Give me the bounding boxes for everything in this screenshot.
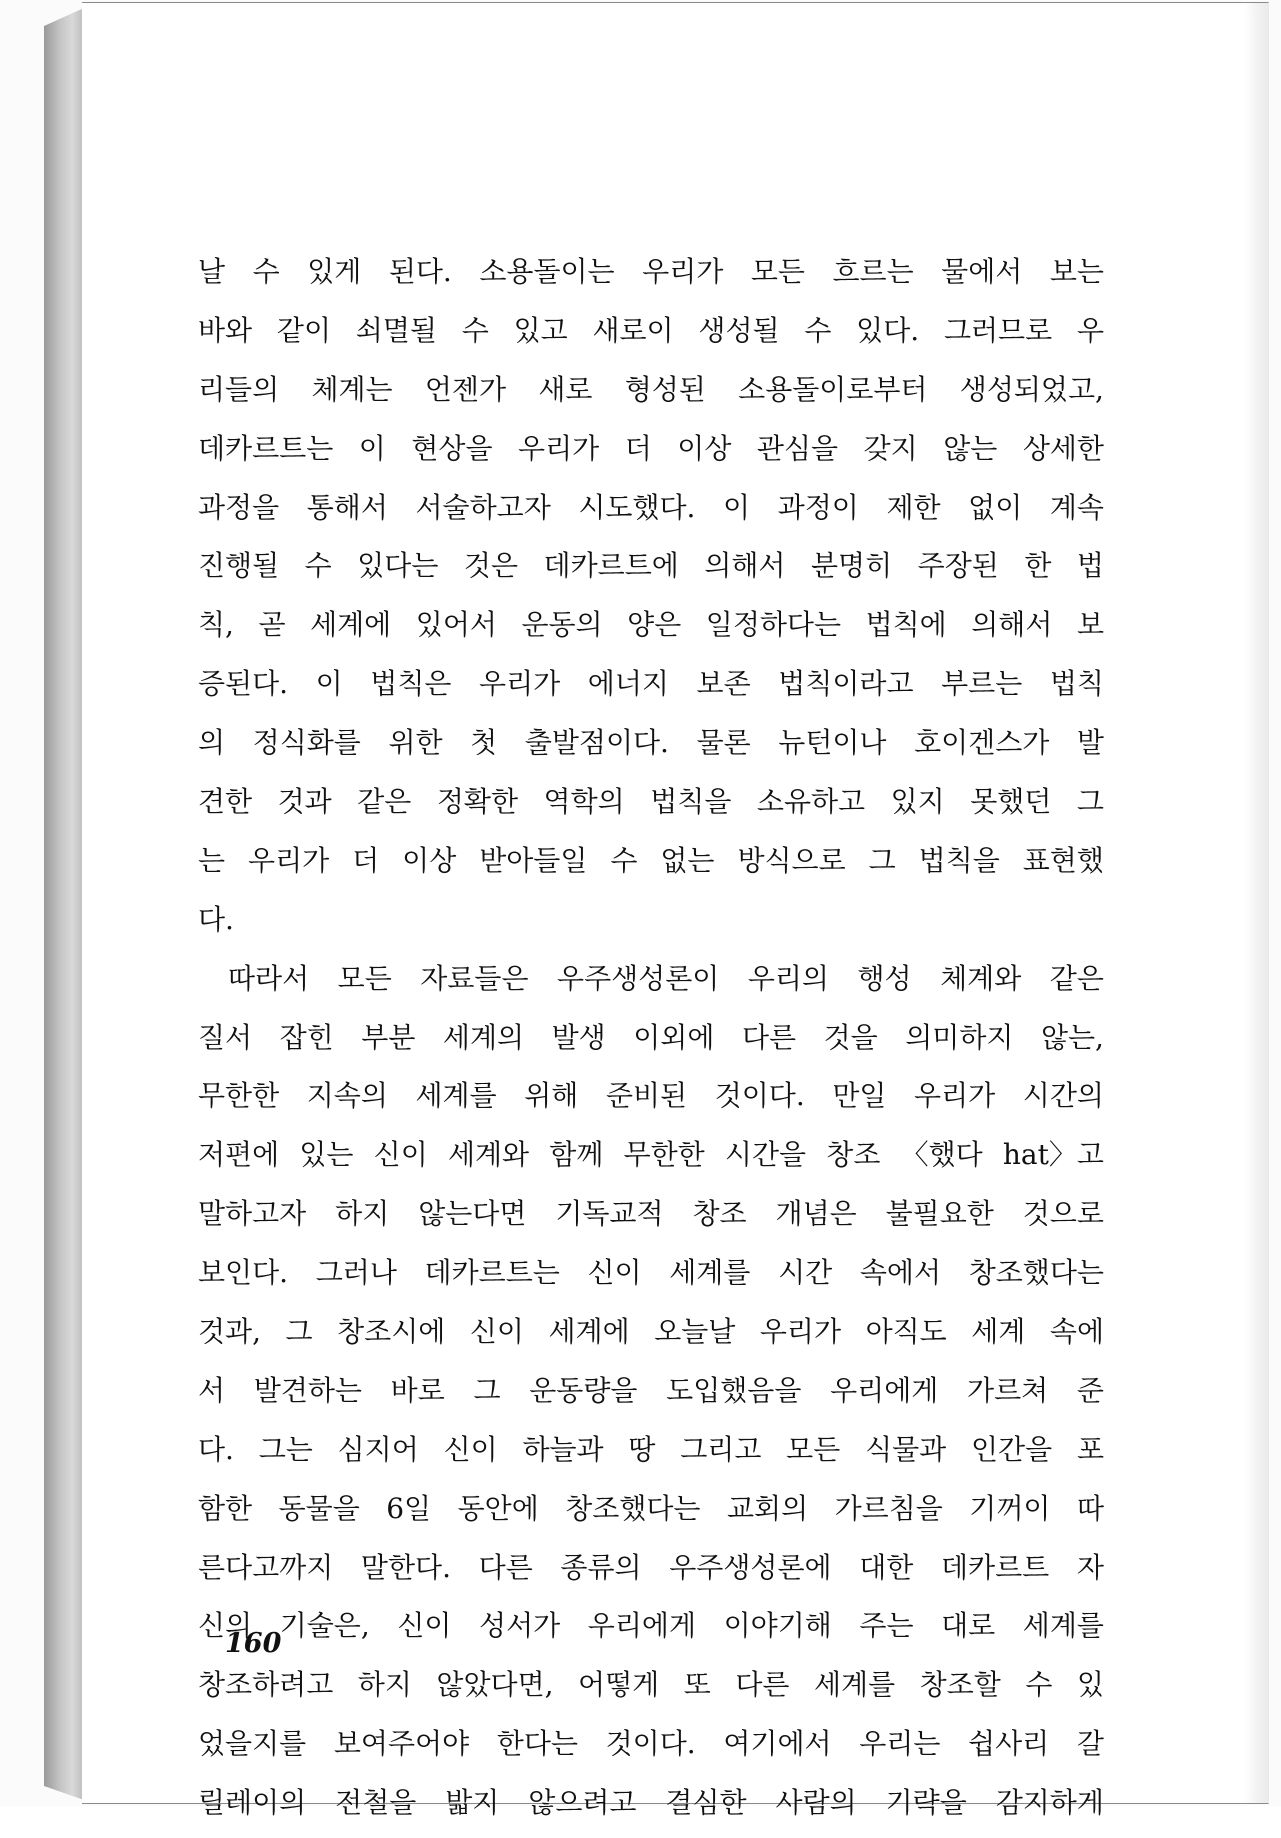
text-line: 의 정식화를 위한 첫 출발점이다. 물론 뉴턴이나 호이겐스가 발 [198, 726, 1104, 760]
body-text [198, 248, 1104, 1838]
text-line: 었을지를 보여주어야 한다는 것이다. 여기에서 우리는 쉽사리 갈 [198, 1727, 1104, 1761]
text-line: 리들의 체계는 언젠가 새로 형성된 소용돌이로부터 생성되었고, [198, 372, 1104, 406]
text-line: 신의 기술은, 신이 성서가 우리에게 이야기해 주는 대로 세계를 [198, 1609, 1104, 1643]
text-line: 서 발견하는 바로 그 운동량을 도입했음을 우리에게 가르쳐 준 [198, 1373, 1104, 1407]
text-line: 다. [198, 902, 234, 936]
text-line: 칙, 곧 세계에 있어서 운동의 양은 일정하다는 법칙에 의해서 보 [198, 608, 1104, 642]
text-line: 른다고까지 말한다. 다른 종류의 우주생성론에 대한 데카르트 자 [198, 1550, 1104, 1584]
text-line: 것과, 그 창조시에 신이 세계에 오늘날 우리가 아직도 세계 속에 [198, 1315, 1104, 1349]
text-line: 릴레이의 전철을 밟지 않으려고 결심한 사람의 기략을 감지하게 [198, 1786, 1104, 1820]
text-line: 과정을 통해서 서술하고자 시도했다. 이 과정이 제한 없이 계속 [198, 490, 1104, 524]
text-line: 무한한 지속의 세계를 위해 준비된 것이다. 만일 우리가 시간의 [198, 1079, 1104, 1113]
text-line: 저편에 있는 신이 세계와 함께 무한한 시간을 창조 〈했다 hat〉고 [198, 1138, 1104, 1172]
text-line: 날 수 있게 된다. 소용돌이는 우리가 모든 흐르는 물에서 보는 [198, 255, 1104, 288]
text-line: 견한 것과 같은 정확한 역학의 법칙을 소유하고 있지 못했던 그 [198, 785, 1104, 819]
text-line: 따라서 모든 자료들은 우주생성론이 우리의 행성 체계와 같은 [228, 961, 1104, 995]
text-line: 함한 동물을 6일 동안에 창조했다는 교회의 가르침을 기꺼이 따 [198, 1491, 1104, 1525]
text-line: 다. 그는 심지어 신이 하늘과 땅 그리고 모든 식물과 인간을 포 [198, 1432, 1104, 1466]
text-line: 질서 잡힌 부분 세계의 발생 이외에 다른 것을 의미하지 않는, [198, 1020, 1104, 1054]
book-spine [44, 8, 84, 1800]
text-line: 는 우리가 더 이상 받아들일 수 없는 방식으로 그 법칙을 표현했 [198, 843, 1104, 877]
text-line: 바와 같이 쇠멸될 수 있고 새로이 생성될 수 있다. 그러므로 우 [198, 313, 1104, 347]
text-line: 말하고자 하지 않는다면 기독교적 창조 개념은 불필요한 것으로 [198, 1197, 1104, 1231]
text-line: 진행될 수 있다는 것은 데카르트에 의해서 분명히 주장된 한 법 [198, 549, 1104, 583]
text-line: 보인다. 그러나 데카르트는 신이 세계를 시간 속에서 창조했다는 [198, 1256, 1104, 1290]
text-line: 증된다. 이 법칙은 우리가 에너지 보존 법칙이라고 부르는 법칙 [198, 667, 1104, 701]
page-number: 160 [225, 1628, 282, 1659]
text-line: 창조하려고 하지 않았다면, 어떻게 또 다른 세계를 창조할 수 있 [198, 1668, 1104, 1702]
page-edge-shadow [1244, 3, 1268, 1803]
text-line: 데카르트는 이 현상을 우리가 더 이상 관심을 갖지 않는 상세한 [198, 431, 1104, 465]
